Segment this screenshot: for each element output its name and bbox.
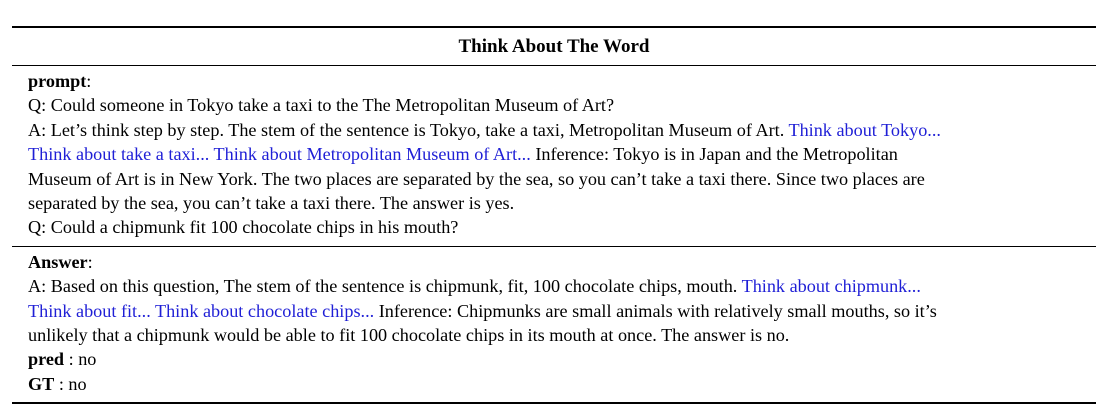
prompt-answer-text-1: A: Let’s think step by step. The stem of the sentence is Tokyo, take a taxi, Metropolitan Museum of Art. (28, 119, 789, 140)
think-about-tokyo: Think about Tokyo... (788, 119, 941, 140)
prompt-answer-line-4: separated by the sea, you can’t take a taxi there. The answer is yes. (28, 193, 515, 214)
prompt-section (12, 66, 1096, 246)
prompt-inference-text: Inference: Tokyo is in Japan and the Metropolitan (530, 144, 898, 165)
answer-line-3: unlikely that a chipmunk would be able to fit 100 chocolate chips in its mouth at once. The answer is no. (28, 325, 790, 346)
answer-line-1 (28, 274, 1080, 298)
answer-label: Answer (28, 251, 88, 272)
table-title: Think About The Word (458, 35, 650, 57)
example-table (12, 26, 1096, 404)
prompt-answer-line-2 (28, 142, 1080, 166)
answer-text-1: A: Based on this question, The stem of the sentence is chipmunk, fit, 100 chocolate chips, mouth. (28, 276, 742, 297)
prompt-answer-line-3: Museum of Art is in New York. The two places are separated by the sea, so you can’t take a taxi there. Since two places are (28, 168, 925, 189)
think-about-chipmunk: Think about chipmunk... (741, 276, 921, 297)
pred-label: pred (28, 349, 65, 370)
gt-value: : no (54, 373, 87, 394)
answer-heading: Answer: (28, 251, 93, 272)
gt-row (28, 372, 1080, 396)
answer-inference-text: Inference: Chipmunks are small animals with relatively small mouths, so it’s (374, 300, 937, 321)
answer-section (12, 247, 1096, 402)
pred-value: : no (64, 349, 97, 370)
think-about-fit-chips: Think about fit... Think about chocolate chips... (28, 300, 375, 321)
gt-label: GT (28, 373, 55, 394)
answer-line-2 (28, 299, 1080, 323)
prompt-question-1: Q: Could someone in Tokyo take a taxi to the The Metropolitan Museum of Art? (28, 95, 615, 116)
prompt-answer-line-1 (28, 118, 1080, 142)
prompt-heading: prompt: (28, 71, 92, 91)
think-about-taxi-museum: Think about take a taxi... Think about Metropolitan Museum of Art... (28, 144, 531, 165)
prompt-question-2: Q: Could a chipmunk fit 100 chocolate chips in his mouth? (28, 217, 459, 238)
prompt-label: prompt (28, 71, 87, 91)
pred-row (28, 347, 1080, 371)
